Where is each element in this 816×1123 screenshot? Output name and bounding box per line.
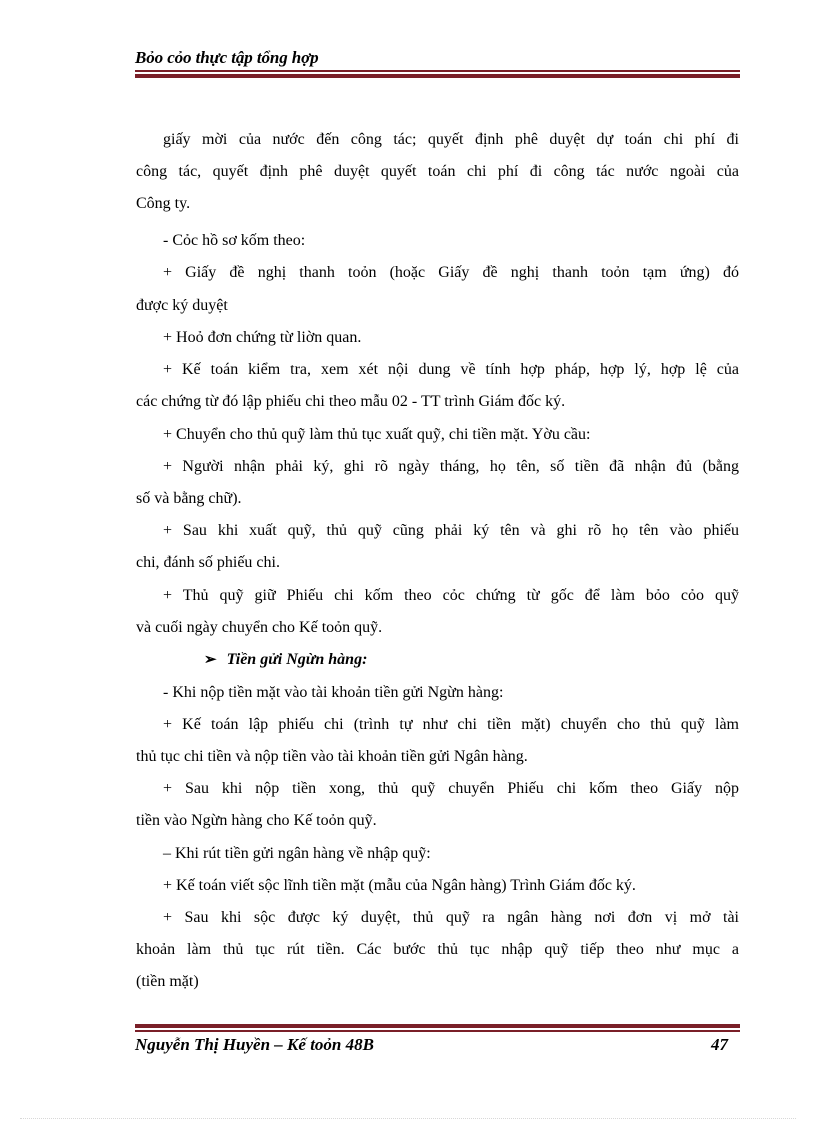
- paragraph-line: + Chuyển cho thủ quỹ làm thủ tục xuất quỹ, chi tiền mặt. Yờu cầu:: [163, 426, 591, 443]
- paragraph-line: giấy mời của nước đến công tác; quyết định phê duyệt dự toán chi phí đi: [163, 131, 739, 148]
- paragraph-line: và cuối ngày chuyển cho Kế toỏn quỹ.: [136, 619, 383, 636]
- header-title: Bỏo cỏo thực tập tổng hợp: [135, 48, 319, 67]
- paragraph-line: + Kế toán lập phiếu chi (trình tự như chi tiền mặt) chuyển cho thủ quỹ làm: [163, 716, 739, 733]
- page-header: [135, 47, 740, 69]
- section-heading-text: Tiền gửi Ngừn hàng:: [226, 651, 368, 668]
- paragraph-line: - Cỏc hồ sơ kốm theo:: [163, 232, 306, 249]
- paragraph-line: khoản làm thủ tục rút tiền. Các bước thủ tục nhập quỹ tiếp theo như mục a: [136, 941, 739, 958]
- paragraph-line: + Người nhận phải ký, ghi rõ ngày tháng, họ tên, số tiền đã nhận đủ (bằng: [163, 458, 739, 475]
- paragraph-line: + Sau khi xuất quỹ, thủ quỹ cũng phải ký tên và ghi rõ họ tên vào phiếu: [163, 522, 739, 539]
- footer-rule-thin: [135, 1030, 740, 1032]
- header-rule-thick: [135, 74, 740, 78]
- paragraph-line: + Kế toán kiểm tra, xem xét nội dung về tính hợp pháp, hợp lý, hợp lệ của: [163, 361, 739, 378]
- paragraph-line: Công ty.: [136, 195, 191, 212]
- page-bottom-divider: [20, 1118, 796, 1119]
- header-rule-thin: [135, 70, 740, 72]
- paragraph-line: + Sau khi sộc được ký duyệt, thủ quỹ ra ngân hàng nơi đơn vị mở tài: [163, 909, 739, 926]
- paragraph-line: – Khi rút tiền gửi ngân hàng về nhập quỹ:: [163, 845, 431, 862]
- paragraph-line: - Khi nộp tiền mặt vào tài khoản tiền gửi Ngừn hàng:: [163, 684, 504, 701]
- paragraph-line: thủ tục chi tiền và nộp tiền vào tài khoản tiền gửi Ngân hàng.: [136, 748, 528, 765]
- paragraph-line: + Kế toán viết sộc lĩnh tiền mặt (mẫu của Ngân hàng) Trình Giám đốc ký.: [163, 877, 636, 894]
- footer-author: Nguyễn Thị Huyền – Kế toỏn 48B: [135, 1035, 374, 1054]
- paragraph-line: (tiền mặt): [136, 973, 199, 990]
- paragraph-line: được ký duyệt: [136, 297, 228, 314]
- paragraph-line: công tác, quyết định phê duyệt quyết toán chi phí đi công tác nước ngoài của: [136, 163, 739, 180]
- paragraph-line: các chứng từ đó lập phiếu chi theo mẫu 02 - TT trình Giám đốc ký.: [136, 393, 566, 410]
- paragraph-line: + Giấy đề nghị thanh toỏn (hoặc Giấy đề nghị thanh toỏn tạm ứng) đó: [163, 264, 739, 281]
- paragraph-line: + Sau khi nộp tiền xong, thủ quỹ chuyển Phiếu chi kốm theo Giấy nộp: [163, 780, 739, 797]
- paragraph-line: + Thủ quỹ giữ Phiếu chi kốm theo cỏc chứng từ gốc để làm bỏo cỏo quỹ: [163, 587, 739, 604]
- paragraph-line: + Hoỏ đơn chứng từ liờn quan.: [163, 329, 362, 346]
- paragraph-line: tiền vào Ngừn hàng cho Kế toỏn quỹ.: [136, 812, 377, 829]
- paragraph-line: chi, đánh số phiếu chi.: [136, 554, 280, 571]
- section-heading: [136, 648, 739, 672]
- arrow-bullet-icon: ➢: [204, 652, 217, 668]
- footer-rule-thick: [135, 1024, 740, 1028]
- paragraph-line: số và bằng chữ).: [136, 490, 242, 507]
- page-number: 47: [711, 1035, 728, 1054]
